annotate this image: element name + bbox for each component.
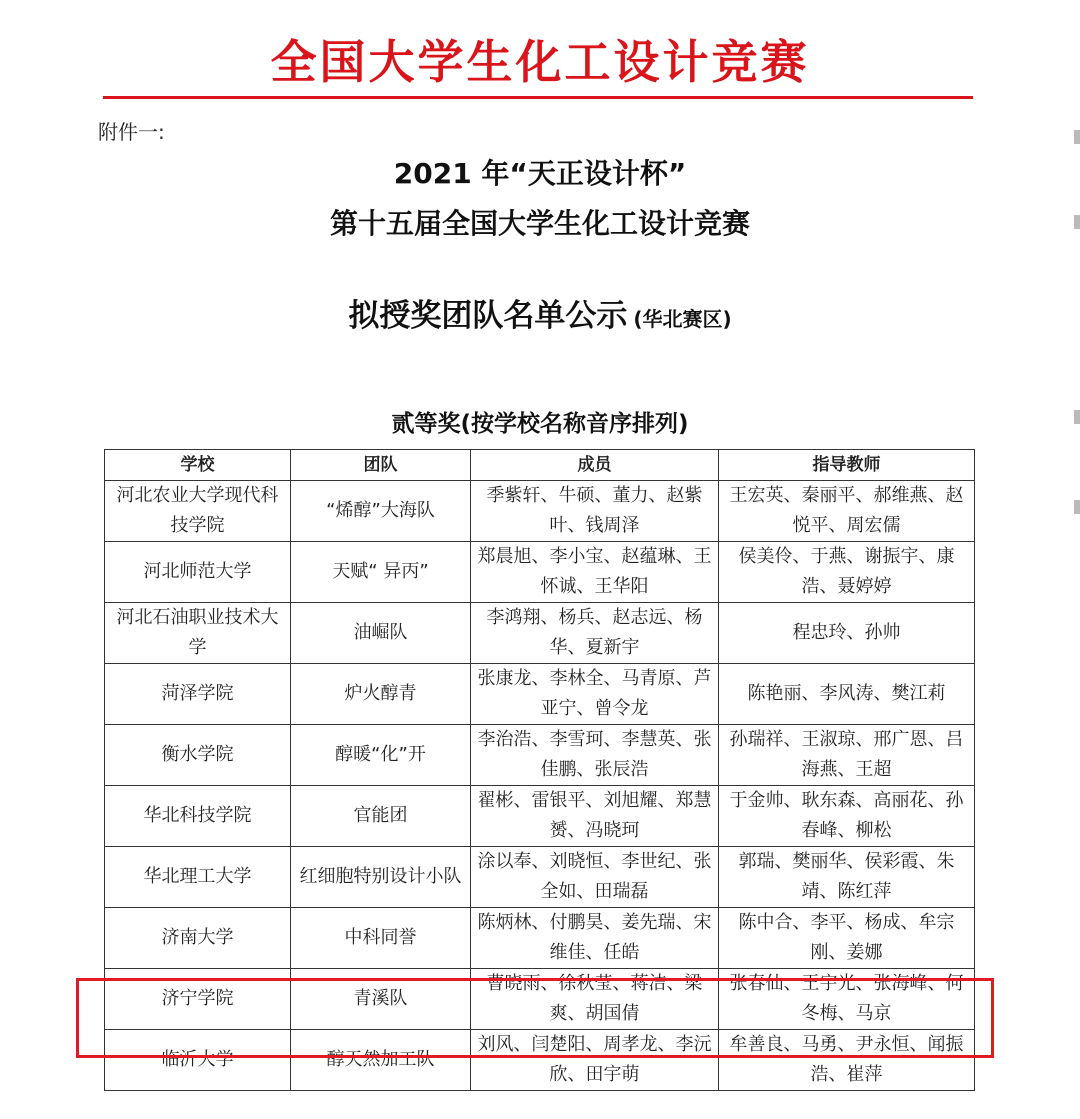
cell-advisors: 侯美伶、于燕、谢振宇、康浩、聂婷婷 — [719, 542, 975, 603]
cell-school: 菏泽学院 — [105, 664, 291, 725]
cell-members: 张康龙、李林全、马青原、芦亚宁、曾令龙 — [471, 664, 719, 725]
cell-team: 油崛队 — [291, 603, 471, 664]
table-row — [105, 786, 975, 847]
header-team: 团队 — [291, 450, 471, 481]
cell-advisors: 陈中合、李平、杨成、牟宗刚、姜娜 — [719, 908, 975, 969]
cell-team: 醇天然加工队 — [291, 1030, 471, 1091]
doc-title-competition: 第十五届全国大学生化工设计竞赛 — [329, 207, 750, 240]
cell-advisors: 牟善良、马勇、尹永恒、闻振浩、崔萍 — [719, 1030, 975, 1091]
cell-school: 临沂大学 — [105, 1030, 291, 1091]
table-row — [105, 847, 975, 908]
cell-members: 郑晨旭、李小宝、赵蕴琳、王怀诚、王华阳 — [471, 542, 719, 603]
cell-school: 河北农业大学现代科技学院 — [105, 481, 291, 542]
table-row — [105, 542, 975, 603]
doc-title-main: 拟授奖团队名单公示 — [348, 298, 628, 334]
cell-team: 天赋“ 异丙” — [291, 542, 471, 603]
attachment-label: 附件一: — [98, 120, 165, 144]
cell-members: 李治浩、李雪珂、李慧英、张佳鹏、张辰浩 — [471, 725, 719, 786]
cell-team: 中科同誉 — [291, 908, 471, 969]
doc-title-year: 2021 年“天正设计杯” — [393, 157, 687, 190]
cell-school: 华北理工大学 — [105, 847, 291, 908]
header-school: 学校 — [105, 450, 291, 481]
cell-school: 河北石油职业技术大学 — [105, 603, 291, 664]
cell-members: 曹晓雨、徐秋莹、蒋洁、梁爽、胡国倩 — [471, 969, 719, 1030]
edge-mark — [1074, 500, 1080, 514]
cell-team: 官能团 — [291, 786, 471, 847]
table-row — [105, 1030, 975, 1091]
cell-school: 济宁学院 — [105, 969, 291, 1030]
table-row — [105, 725, 975, 786]
cell-team: 醇暖“化”开 — [291, 725, 471, 786]
cell-team: 红细胞特别设计小队 — [291, 847, 471, 908]
cell-members: 陈炳林、付鹏昊、姜先瑞、宋维佳、任皓 — [471, 908, 719, 969]
cell-advisors: 孙瑞祥、王淑琼、邢广恩、吕海燕、王超 — [719, 725, 975, 786]
cell-advisors: 张春仙、王宇光、张海峰、何冬梅、马京 — [719, 969, 975, 1030]
cell-advisors: 于金帅、耿东森、高丽花、孙春峰、柳松 — [719, 786, 975, 847]
cell-members: 翟彬、雷银平、刘旭耀、郑慧赟、冯晓珂 — [471, 786, 719, 847]
table-row — [105, 908, 975, 969]
cell-team: 青溪队 — [291, 969, 471, 1030]
cell-team: 炉火醇青 — [291, 664, 471, 725]
cell-advisors: 陈艳丽、李风涛、樊江莉 — [719, 664, 975, 725]
doc-title-region: (华北赛区) — [633, 307, 732, 331]
cell-advisors: 程忠玲、孙帅 — [719, 603, 975, 664]
cell-members: 李鸿翔、杨兵、赵志远、杨华、夏新宇 — [471, 603, 719, 664]
doc-title-announcement — [0, 290, 1080, 335]
table-header-row — [105, 450, 975, 481]
cell-school: 华北科技学院 — [105, 786, 291, 847]
cell-team: “烯醇”大海队 — [291, 481, 471, 542]
table-row — [105, 603, 975, 664]
cell-school: 衡水学院 — [105, 725, 291, 786]
header-advisors: 指导教师 — [719, 450, 975, 481]
edge-mark — [1074, 130, 1080, 144]
cell-members: 季紫轩、牛硕、董力、赵紫叶、钱周泽 — [471, 481, 719, 542]
header-divider — [103, 96, 973, 99]
cell-school: 济南大学 — [105, 908, 291, 969]
header-members: 成员 — [471, 450, 719, 481]
edge-mark — [1074, 410, 1080, 424]
table-row — [105, 481, 975, 542]
cell-advisors: 王宏英、秦丽平、郝维燕、赵悦平、周宏儒 — [719, 481, 975, 542]
edge-mark — [1074, 215, 1080, 229]
table-row-highlighted — [105, 969, 975, 1030]
cell-members: 涂以奉、刘晓恒、李世纪、张全如、田瑞磊 — [471, 847, 719, 908]
cell-members: 刘风、闫楚阳、周孝龙、李沅欣、田宇萌 — [471, 1030, 719, 1091]
table-row — [105, 664, 975, 725]
awards-table — [104, 449, 975, 1091]
cell-school: 河北师范大学 — [105, 542, 291, 603]
header-title: 全国大学生化工设计竞赛 — [270, 35, 810, 89]
cell-advisors: 郭瑞、樊丽华、侯彩霞、朱靖、陈红萍 — [719, 847, 975, 908]
table-caption: 贰等奖(按学校名称音序排列) — [391, 411, 689, 437]
